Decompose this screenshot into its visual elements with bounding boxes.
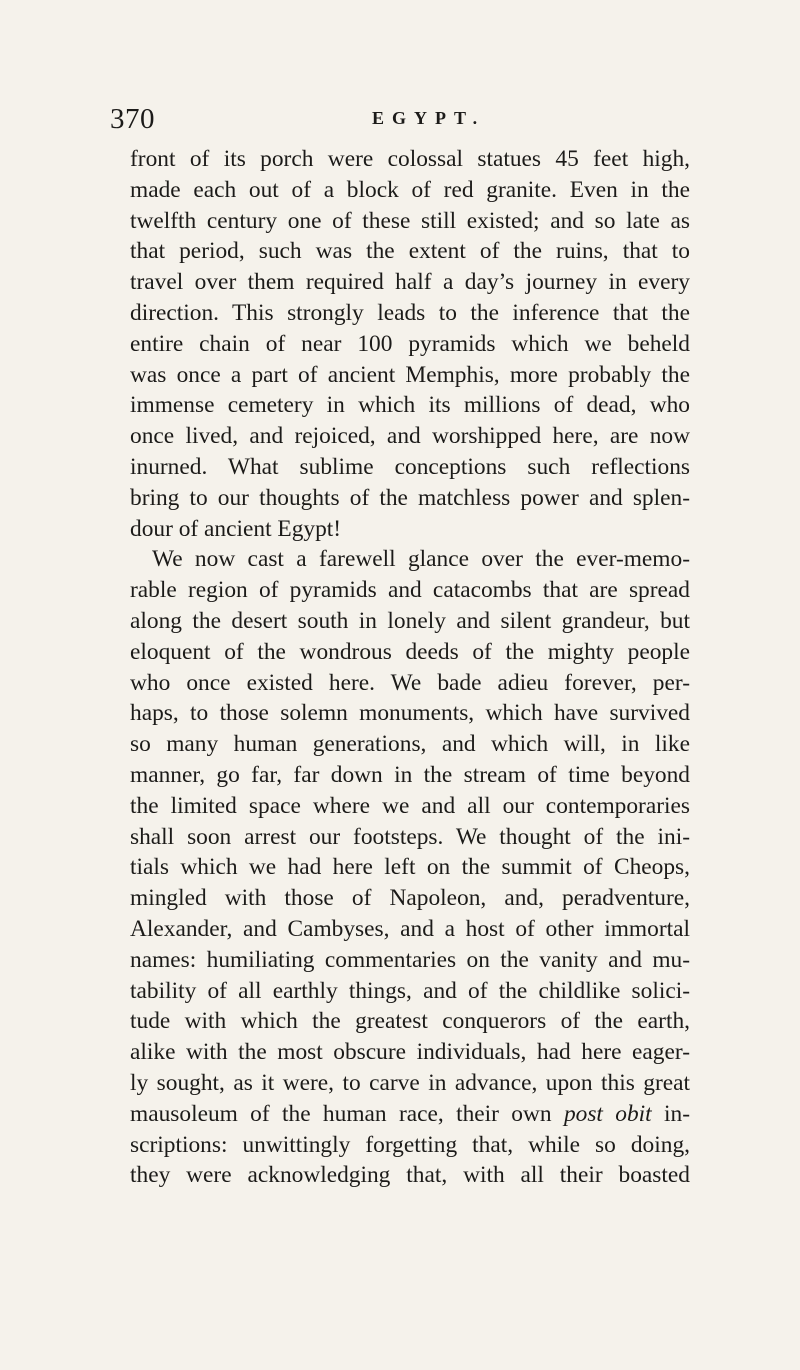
text-line: ly sought, as it were, to carve in advance, upon this great bbox=[130, 1069, 690, 1096]
text-line: manner, go far, far down in the stream of time beyond bbox=[130, 761, 690, 788]
text-fragment: in- bbox=[664, 1100, 691, 1127]
text-line: alike with the most obscure individuals, had here eager- bbox=[130, 1039, 690, 1066]
text-line: inurned. What sublime conceptions such reflections bbox=[130, 453, 690, 480]
text-line: tability of all earthly things, and of the childlike solici- bbox=[130, 977, 690, 1004]
text-line: We now cast a farewell glance over the ever-memo- bbox=[152, 546, 690, 573]
text-line: travel over them required half a day’s journey in every bbox=[130, 269, 690, 296]
text-line: who once existed here. We bade adieu forever, per- bbox=[130, 669, 690, 696]
text-line: so many human generations, and which will, in like bbox=[130, 731, 690, 758]
text-line: Alexander, and Cambyses, and a host of other immortal bbox=[130, 915, 690, 942]
text-line: mingled with those of Napoleon, and, peradventure, bbox=[130, 885, 690, 912]
text-line: rable region of pyramids and catacombs that are spread bbox=[130, 577, 690, 604]
italic-phrase: post obit bbox=[563, 1100, 652, 1127]
text-line: made each out of a block of red granite. Even in the bbox=[130, 176, 690, 203]
text-line: shall soon arrest our footsteps. We thought of the ini- bbox=[130, 823, 690, 850]
text-line: eloquent of the wondrous deeds of the mighty people bbox=[130, 638, 690, 665]
text-line: tials which we had here left on the summit of Cheops, bbox=[130, 854, 690, 881]
text-line: direction. This strongly leads to the inference that the bbox=[130, 299, 690, 326]
text-line: that period, such was the extent of the ruins, that to bbox=[130, 238, 690, 265]
text-line: scriptions: unwittingly forgetting that, while so doing, bbox=[130, 1131, 690, 1158]
body-text bbox=[130, 144, 690, 1191]
text-line: dour of ancient Egypt! bbox=[130, 515, 342, 542]
text-line: immense cemetery in which its millions of dead, who bbox=[130, 392, 690, 419]
text-line: the limited space where we and all our contemporaries bbox=[130, 792, 690, 819]
running-title: EGYPT. bbox=[372, 108, 486, 128]
text-line: along the desert south in lonely and silent grandeur, but bbox=[130, 607, 690, 634]
text-line: was once a part of ancient Memphis, more probably the bbox=[130, 361, 690, 388]
text-line: entire chain of near 100 pyramids which we beheld bbox=[130, 330, 690, 357]
text-line: tude with which the greatest conquerors of the earth, bbox=[130, 1008, 690, 1035]
text-line: twelfth century one of these still existed; and so late as bbox=[130, 207, 690, 234]
text-line: front of its porch were colossal statues 45 feet high, bbox=[130, 146, 690, 172]
page-number: 370 bbox=[110, 103, 155, 135]
text-line: names: humiliating commentaries on the vanity and mu- bbox=[130, 946, 690, 973]
text-line-with-italic bbox=[130, 1099, 690, 1130]
text-fragment: mausoleum of the human race, their own bbox=[130, 1100, 552, 1127]
text-line: haps, to those solemn monuments, which have survived bbox=[130, 700, 690, 727]
text-line: bring to our thoughts of the matchless power and splen- bbox=[130, 484, 690, 511]
text-line: they were acknowledging that, with all their boasted bbox=[130, 1162, 690, 1189]
text-line: once lived, and rejoiced, and worshipped here, are now bbox=[130, 423, 690, 450]
running-head bbox=[110, 103, 690, 139]
